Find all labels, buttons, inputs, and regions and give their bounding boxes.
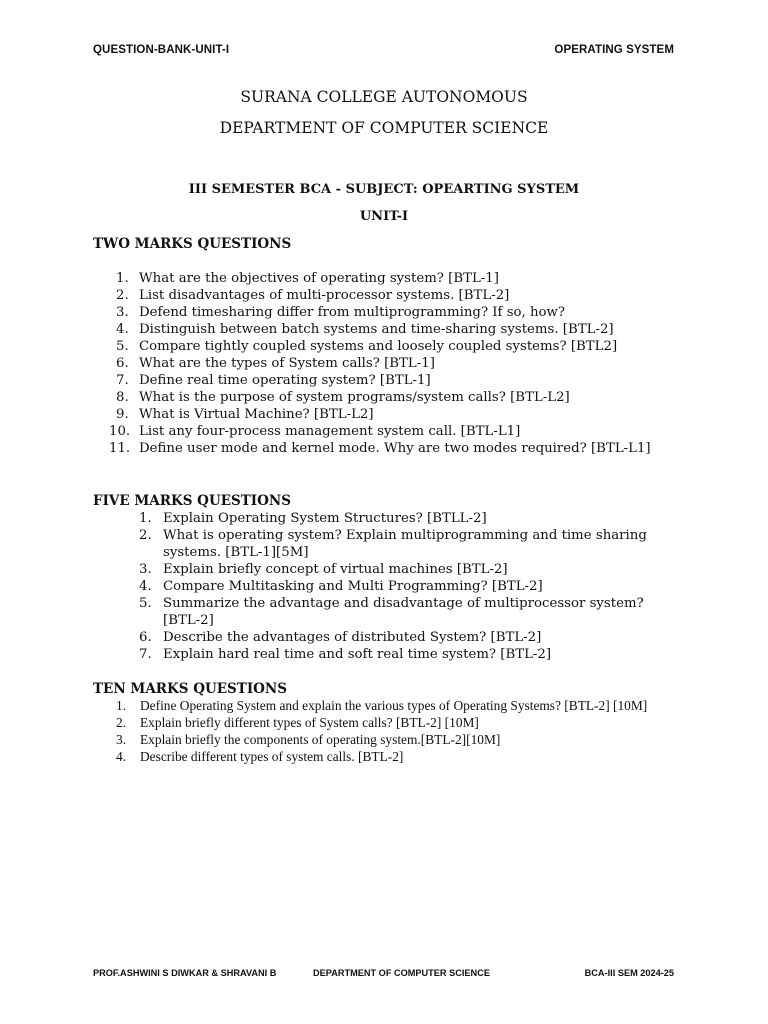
list-item-number: 7.	[139, 647, 152, 662]
list-item	[116, 287, 676, 304]
list-item-text: Distinguish between batch systems and time-sharing systems. [BTL-2]	[139, 322, 614, 337]
list-item	[139, 510, 674, 527]
list-item-number: 1.	[116, 271, 129, 286]
list-item-number: 5.	[139, 596, 152, 611]
list-item	[109, 423, 676, 440]
list-item	[116, 355, 676, 372]
list-item	[139, 578, 674, 595]
list-item-text: Define Operating System and explain the various types of Operating Systems? [BTL-2] [10M]	[140, 698, 648, 713]
list-item-text: What is operating system? Explain multiprogramming and time sharing systems. [BTL-1][5M]	[163, 528, 647, 560]
ten-marks-list	[116, 697, 676, 765]
list-item-text: Explain briefly different types of System calls? [BTL-2] [10M]	[140, 715, 479, 730]
list-item-text: Explain briefly the components of operating system.[BTL-2][10M]	[140, 732, 501, 747]
department-title: DEPARTMENT OF COMPUTER SCIENCE	[219, 119, 549, 137]
list-item-number: 9.	[116, 407, 129, 422]
list-item-text: List disadvantages of multi-processor systems. [BTL-2]	[139, 288, 510, 303]
list-item	[139, 527, 674, 561]
list-item-number: 4.	[116, 749, 127, 764]
two-marks-heading: TWO MARKS QUESTIONS	[93, 236, 292, 252]
list-item-number: 8.	[116, 390, 129, 405]
list-item	[116, 304, 676, 321]
list-item-text: Compare tightly coupled systems and loosely coupled systems? [BTL2]	[139, 339, 618, 354]
list-item-number: 1.	[139, 511, 152, 526]
list-item	[116, 697, 676, 714]
list-item-text: Summarize the advantage and disadvantage of multiprocessor system? [BTL-2]	[163, 596, 644, 628]
five-marks-list	[139, 510, 674, 663]
subject-line: III SEMESTER BCA - SUBJECT: OPEARTING SYSTEM	[188, 182, 580, 197]
list-item-text: Explain briefly concept of virtual machines [BTL-2]	[163, 562, 508, 577]
list-item-number: 10.	[109, 424, 131, 439]
list-item	[116, 731, 676, 748]
list-item-text: Define user mode and kernel mode. Why are two modes required? [BTL-L1]	[139, 441, 651, 456]
list-item-text: What are the types of System calls? [BTL-1]	[139, 356, 435, 371]
list-item-text: Explain hard real time and soft real time system? [BTL-2]	[163, 647, 552, 662]
list-item	[116, 714, 676, 731]
list-item-text: Compare Multitasking and Multi Programming? [BTL-2]	[163, 579, 543, 594]
list-item	[116, 406, 676, 423]
list-item-number: 7.	[116, 373, 129, 388]
list-item	[139, 629, 674, 646]
five-marks-heading: FIVE MARKS QUESTIONS	[93, 493, 291, 509]
list-item	[116, 389, 676, 406]
list-item-number: 5.	[116, 339, 129, 354]
list-item-text: List any four-process management system call. [BTL-L1]	[139, 424, 521, 439]
list-item-text: What are the objectives of operating system? [BTL-1]	[139, 271, 499, 286]
unit-title: UNIT-I	[359, 209, 409, 224]
list-item-number: 4.	[139, 579, 152, 594]
list-item-text: What is Virtual Machine? [BTL-L2]	[139, 407, 374, 422]
footer-department: DEPARTMENT OF COMPUTER SCIENCE	[313, 968, 490, 978]
college-name: SURANA COLLEGE AUTONOMOUS	[240, 88, 528, 106]
list-item-number: 6.	[116, 356, 129, 371]
list-item-number: 2.	[116, 288, 129, 303]
page-header-right: OPERATING SYSTEM	[554, 44, 674, 56]
list-item	[116, 748, 676, 765]
list-item-number: 6.	[139, 630, 152, 645]
list-item-text: Defend timesharing differ from multiprogramming? If so, how?	[139, 305, 566, 320]
list-item	[109, 440, 676, 457]
list-item	[139, 595, 674, 629]
ten-marks-heading: TEN MARKS QUESTIONS	[93, 681, 287, 697]
two-marks-list	[109, 270, 676, 457]
list-item-number: 2.	[116, 715, 127, 730]
page-header-left: QUESTION-BANK-UNIT-I	[93, 44, 230, 56]
list-item-text: Describe different types of system calls. [BTL-2]	[140, 749, 404, 764]
list-item-number: 3.	[139, 562, 152, 577]
list-item-text: Define real time operating system? [BTL-1]	[139, 373, 431, 388]
list-item-text: Explain Operating System Structures? [BTLL-2]	[163, 511, 487, 526]
list-item	[116, 270, 676, 287]
list-item-number: 3.	[116, 732, 127, 747]
list-item-number: 4.	[116, 322, 129, 337]
footer-authors: PROF.ASHWINI S DIWKAR & SHRAVANI B	[93, 968, 277, 978]
list-item-number: 11.	[109, 441, 131, 456]
list-item	[139, 561, 674, 578]
footer-semester: BCA-III SEM 2024-25	[584, 968, 674, 978]
list-item	[116, 338, 676, 355]
list-item	[139, 646, 674, 663]
list-item	[116, 321, 676, 338]
list-item-number: 2.	[139, 528, 152, 543]
list-item-number: 1.	[116, 698, 127, 713]
list-item	[116, 372, 676, 389]
list-item-text: What is the purpose of system programs/system calls? [BTL-L2]	[139, 390, 570, 405]
list-item-text: Describe the advantages of distributed System? [BTL-2]	[163, 630, 542, 645]
list-item-number: 3.	[116, 305, 129, 320]
